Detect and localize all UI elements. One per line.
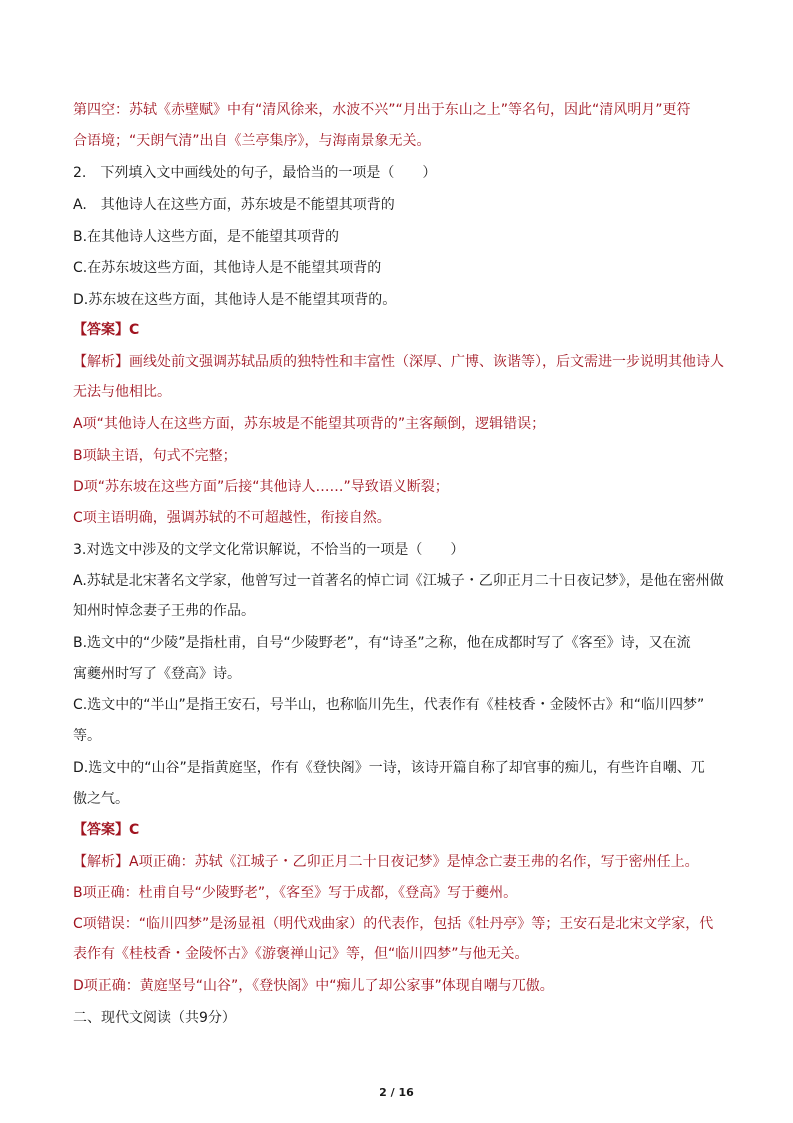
text-line: 寓夔州时写了《登高》诗。 (73, 666, 241, 682)
text-line: A.苏轼是北宋著名文学家，他曾写过一首著名的悼亡词《江城子・乙卯正月二十日夜记梦》，是他在密州做 (73, 573, 724, 589)
text-line: 【答案】C (73, 822, 140, 838)
text-line: 【解析】画线处前文强调苏轼品质的独特性和丰富性（深厚、广博、诙谐等），后文需进一步说明其他诗人 (73, 354, 724, 370)
text-line: 2. 下列填入文中画线处的句子，最恰当的一项是（ ） (73, 165, 437, 181)
text-line: C.选文中的“半山”是指王安石，号半山，也称临川先生，代表作有《桂枝香・金陵怀古》和“临川四梦” (73, 697, 705, 713)
text-line: B.选文中的“少陵”是指杜甫，自号“少陵野老”，有“诗圣”之称，他在成都时写了《客至》诗，又在流 (73, 635, 691, 651)
text-line: 傲之气。 (73, 791, 129, 807)
text-line: A项“其他诗人在这些方面，苏东坡是不能望其项背的”主客颠倒，逻辑错误； (73, 416, 546, 432)
text-line: C项主语明确，强调苏轼的不可超越性，衔接自然。 (73, 510, 391, 526)
text-line: D.苏东坡在这些方面，其他诗人是不能望其项背的。 (73, 292, 397, 308)
text-line: 无法与他相比。 (73, 384, 171, 400)
text-line: B项缺主语，句式不完整； (73, 448, 237, 464)
text-line: D项“苏东坡在这些方面”后接“其他诗人……”导致语义断裂； (73, 479, 449, 495)
text-line: A. 其他诗人在这些方面，苏东坡是不能望其项背的 (73, 197, 395, 213)
text-line: 【答案】C (73, 322, 140, 338)
text-line: D.选文中的“山谷”是指黄庭坚，作有《登快阁》一诗，该诗开篇自称了却官事的痴儿，有些许自嘲、兀 (73, 760, 705, 776)
page-number: 2 / 16 (379, 1086, 414, 1099)
text-line: 第四空：苏轼《赤壁赋》中有“清风徐来，水波不兴”“月出于东山之上”等名句，因此“清风明月”更符 (73, 102, 691, 118)
text-line: 等。 (73, 728, 101, 744)
text-line: C.在苏东坡这些方面，其他诗人是不能望其项背的 (73, 260, 382, 276)
text-line: 合语境；“天朗气清”出自《兰亭集序》，与海南景象无关。 (73, 133, 431, 149)
text-line: 3.对选文中涉及的文学文化常识解说，不恰当的一项是（ ） (73, 542, 465, 558)
text-line: 表作有《桂枝香・金陵怀古》《游褒禅山记》等，但“临川四梦”与他无关。 (73, 946, 529, 962)
text-line: 【解析】A项正确：苏轼《江城子・乙卯正月二十日夜记梦》是悼念亡妻王弗的名作，写于密州任上。 (73, 854, 699, 870)
text-line: D项正确：黄庭坚号“山谷”，《登快阁》中“痴儿了却公家事”体现自嘲与兀傲。 (73, 978, 554, 994)
text-line: 知州时悼念妻子王弗的作品。 (73, 603, 255, 619)
text-line: B项正确：杜甫自号“少陵野老”，《客至》写于成都，《登高》写于夔州。 (73, 885, 518, 901)
text-line: 二、现代文阅读（共9分） (73, 1010, 236, 1026)
text-line: C项错误：“临川四梦”是汤显祖（明代戏曲家）的代表作，包括《牡丹亭》等；王安石是北宋文学家，代 (73, 916, 714, 932)
text-line: B.在其他诗人这些方面，是不能望其项背的 (73, 229, 340, 245)
